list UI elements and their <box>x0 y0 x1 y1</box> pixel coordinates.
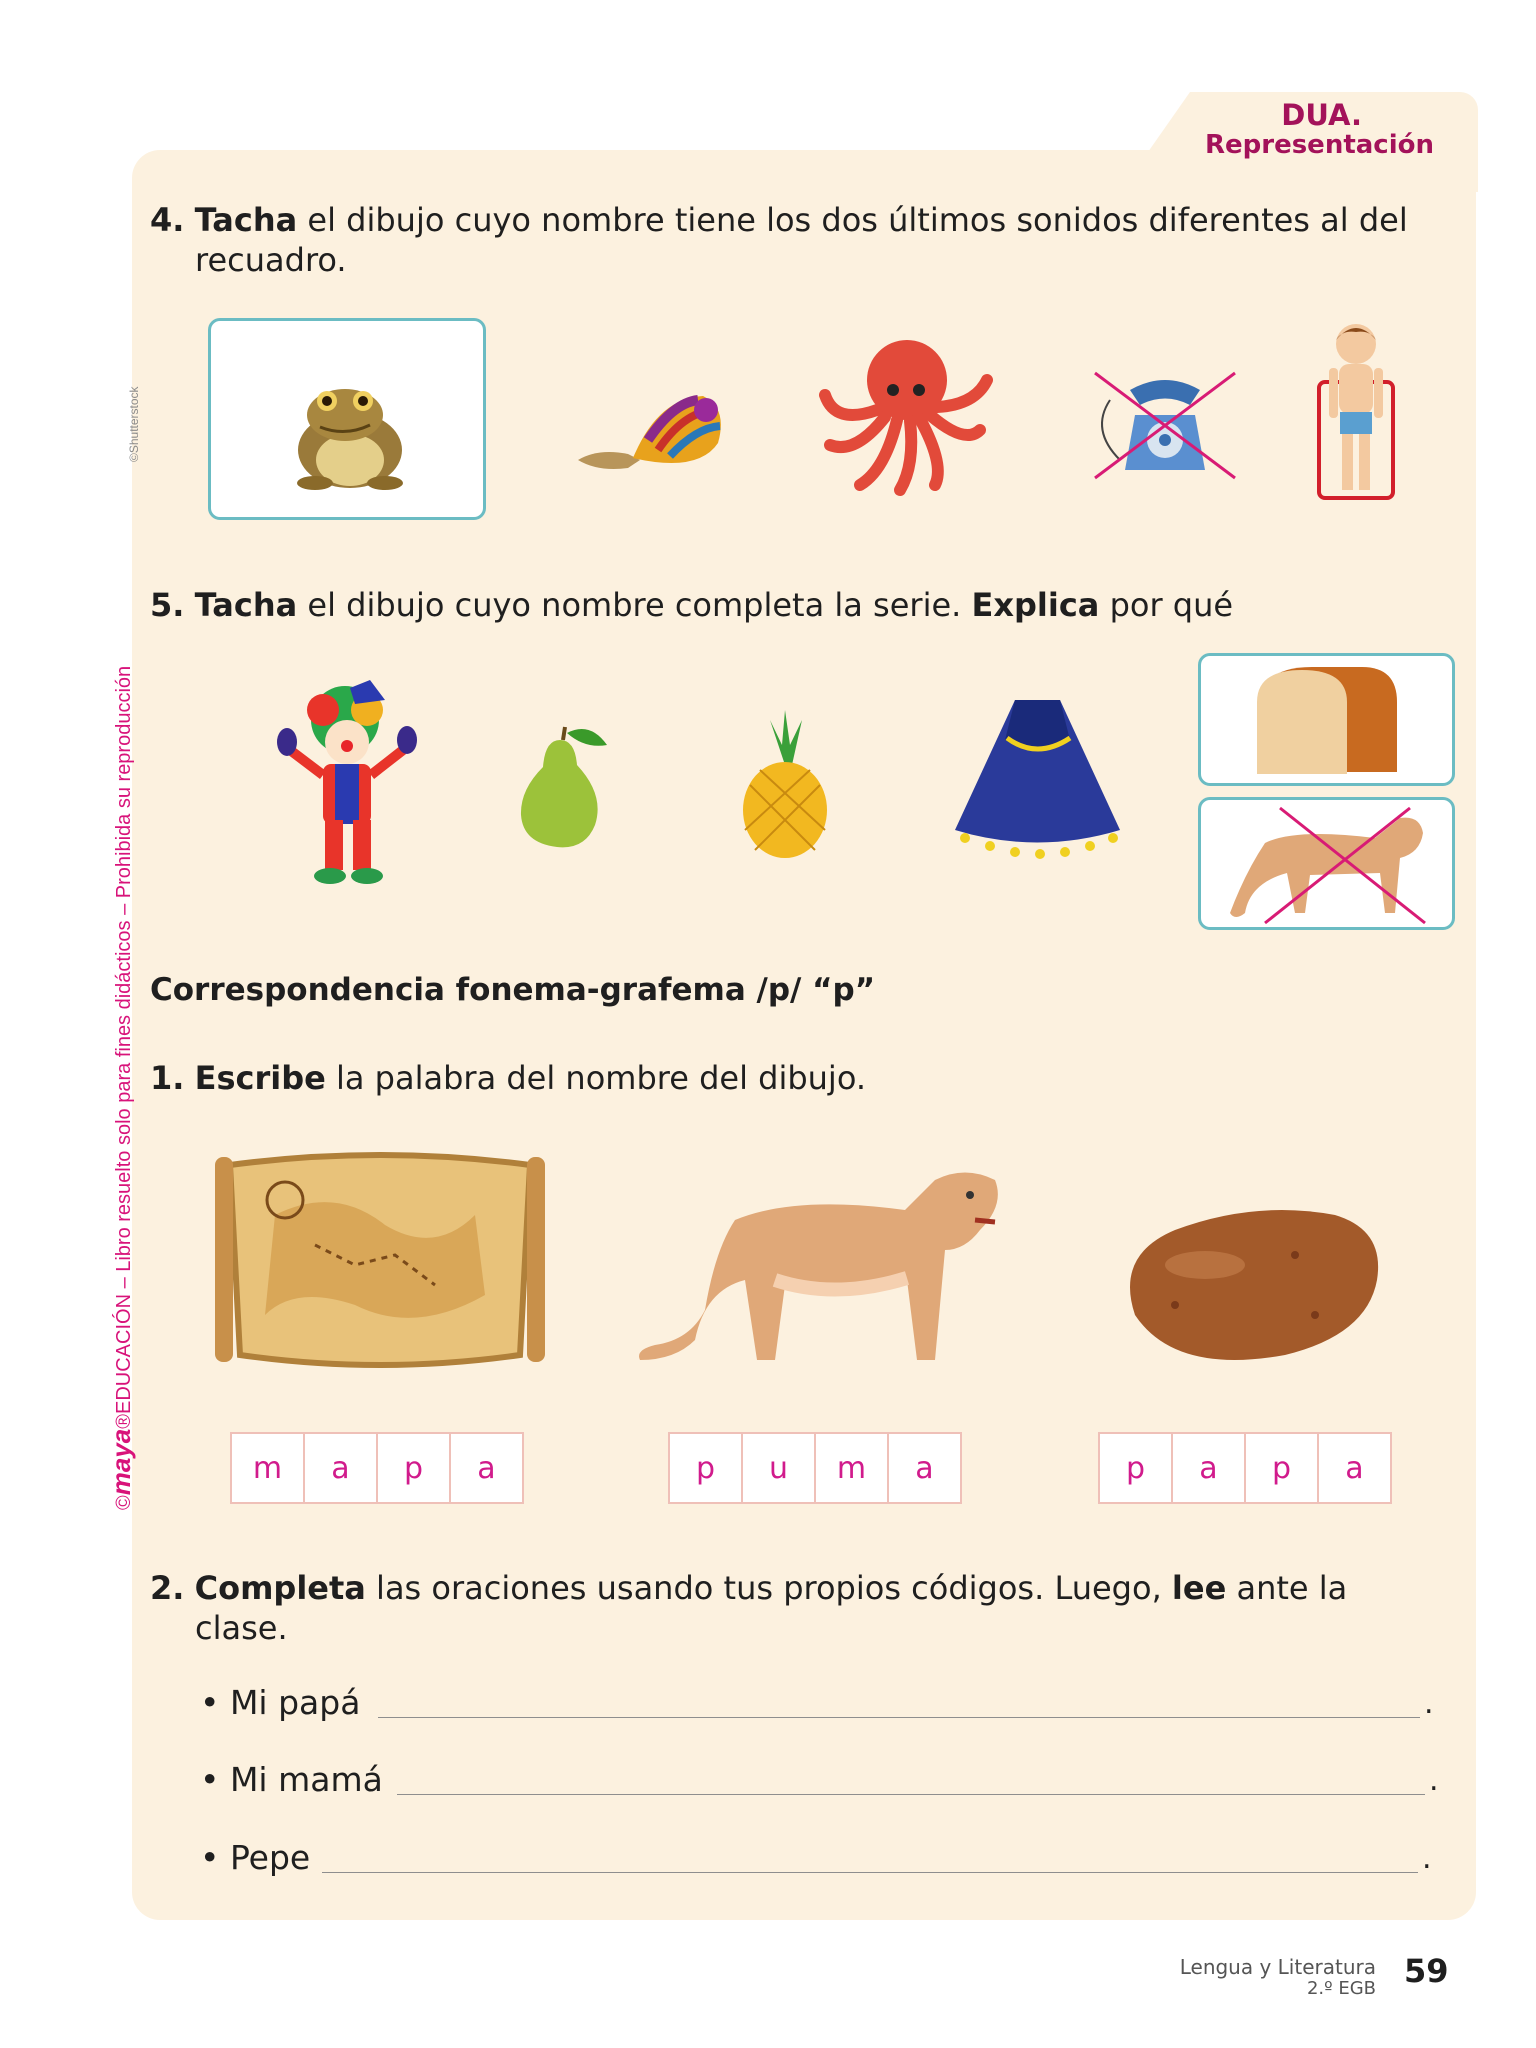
letter-cell[interactable]: p <box>1244 1432 1319 1504</box>
letter-cell[interactable]: u <box>741 1432 816 1504</box>
sentence-label-1: • Mi papá <box>200 1683 361 1722</box>
letter-cell[interactable]: p <box>668 1432 743 1504</box>
letter-cell[interactable]: m <box>814 1432 889 1504</box>
q4-verb: Tacha <box>194 201 298 239</box>
question-4 <box>150 200 1450 240</box>
answer-line-2[interactable] <box>397 1794 1425 1795</box>
clown-icon <box>275 680 425 890</box>
q5-verb: Tacha <box>194 586 298 624</box>
footer-grade: 2.º EGB <box>1306 1978 1376 1999</box>
registered-symbol: ® <box>113 1414 135 1429</box>
puma-icon <box>635 1150 1010 1370</box>
image-credit: ©Shutterstock <box>127 386 141 462</box>
section-heading: Correspondencia fonema-grafema /p/ “p” <box>150 972 876 1008</box>
copyright-symbol: © <box>113 1495 135 1510</box>
telephone-icon <box>1090 370 1240 480</box>
letter-cell[interactable]: a <box>303 1432 378 1504</box>
answer-line-3[interactable] <box>322 1872 1418 1873</box>
question-2 <box>150 1568 1450 1608</box>
boy-icon <box>1325 320 1387 496</box>
q4-number: 4. <box>150 201 185 239</box>
pineapple-icon <box>730 710 840 860</box>
sentence-label-2: • Mi mamá <box>200 1760 383 1799</box>
question-1 <box>150 1058 1350 1098</box>
q2-line-2: clase. <box>195 1609 288 1647</box>
q5-verb-2: Explica <box>971 586 1100 624</box>
q4-text-1: el dibujo cuyo nombre tiene los dos últimos sonidos diferentes al del <box>297 201 1408 239</box>
sentence-label-3: • Pepe <box>200 1838 311 1877</box>
answer-line-1[interactable] <box>378 1717 1420 1718</box>
sentence-period-2: . <box>1429 1763 1439 1798</box>
question-5 <box>150 585 1400 625</box>
q1-text: la palabra del nombre del dibujo. <box>325 1059 866 1097</box>
toad-icon <box>285 375 415 495</box>
q1-number: 1. <box>150 1059 185 1097</box>
bread-icon <box>1252 662 1402 780</box>
word-cells-potato <box>1098 1432 1392 1504</box>
word-cells-map <box>230 1432 524 1504</box>
q5-text-1: el dibujo cuyo nombre completa la serie. <box>297 586 972 624</box>
q2-text-2: ante la <box>1226 1569 1348 1607</box>
map-icon <box>215 1145 545 1375</box>
sentence-period-1: . <box>1424 1686 1434 1721</box>
dua-title: DUA. <box>1281 98 1362 132</box>
brand-name: maya <box>106 1428 136 1496</box>
small-puma-icon <box>1225 803 1430 925</box>
letter-cell[interactable]: a <box>1171 1432 1246 1504</box>
letter-cell[interactable]: a <box>1317 1432 1392 1504</box>
spinning-top-icon <box>578 388 728 478</box>
letter-cell[interactable]: a <box>449 1432 524 1504</box>
poncho-icon <box>945 690 1130 875</box>
page-number: 59 <box>1404 1952 1449 1990</box>
pear-icon <box>515 725 615 850</box>
q5-text-2: por qué <box>1099 586 1234 624</box>
q2-verb: Completa <box>194 1569 366 1607</box>
side-copyright <box>106 666 137 1510</box>
q2-verb-2: lee <box>1171 1569 1227 1607</box>
q1-verb: Escribe <box>194 1059 326 1097</box>
letter-cell[interactable]: p <box>1098 1432 1173 1504</box>
sentence-period-3: . <box>1422 1841 1432 1876</box>
q4-line-2: recuadro. <box>195 241 347 279</box>
letter-cell[interactable]: m <box>230 1432 305 1504</box>
octopus-icon <box>815 335 995 495</box>
q2-text-1: las oraciones usando tus propios códigos. Luego, <box>365 1569 1172 1607</box>
potato-icon <box>1115 1205 1385 1370</box>
letter-cell[interactable]: p <box>376 1432 451 1504</box>
q5-number: 5. <box>150 586 185 624</box>
q2-number: 2. <box>150 1569 185 1607</box>
footer-subject: Lengua y Literatura <box>1179 1955 1376 1979</box>
side-copyright-text: EDUCACIÓN – Libro resuelto solo para fines didácticos – Prohibida su reproducción <box>113 665 135 1414</box>
word-cells-puma <box>668 1432 962 1504</box>
letter-cell[interactable]: a <box>887 1432 962 1504</box>
dua-subtitle: Representación <box>1204 130 1434 160</box>
